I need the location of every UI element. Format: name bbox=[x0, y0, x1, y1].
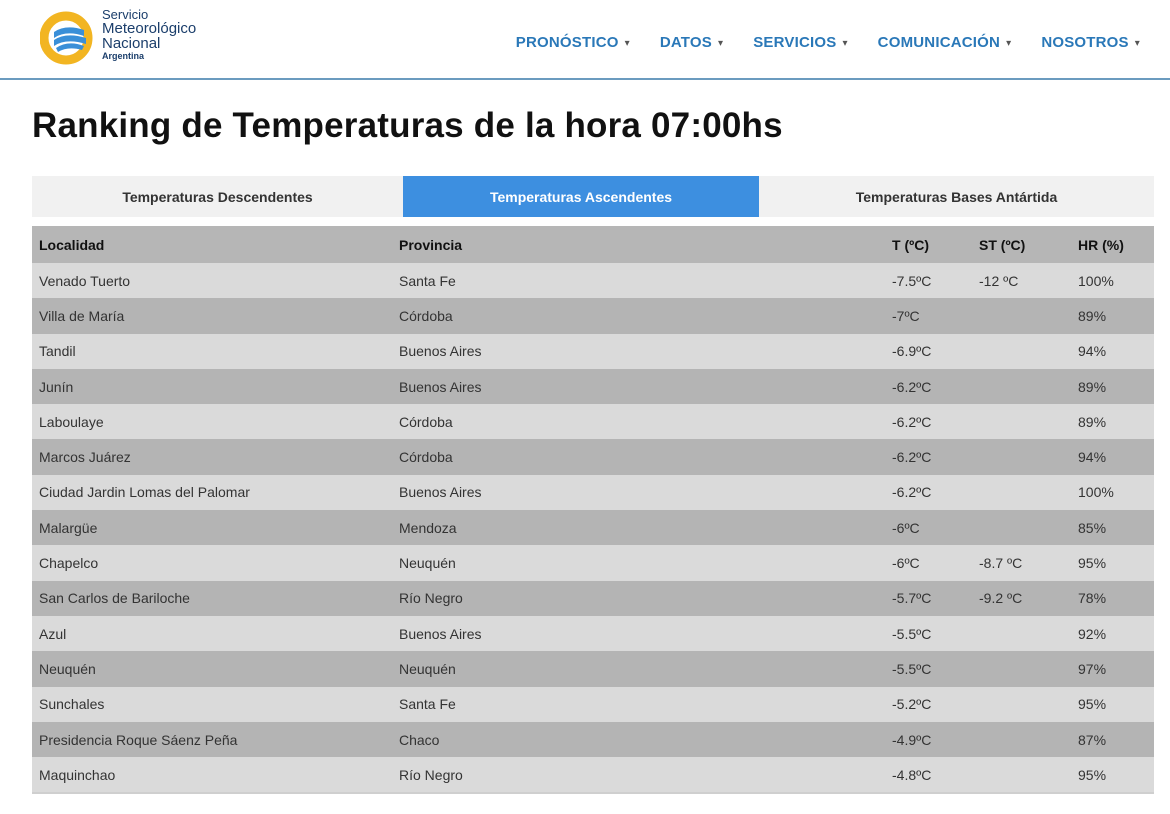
table-row bbox=[32, 439, 1154, 474]
cell-sensacion-termica: -8.7 ºC bbox=[979, 555, 1023, 572]
cell-localidad: Marcos Juárez bbox=[39, 449, 131, 466]
table-row bbox=[32, 687, 1154, 722]
table-row bbox=[32, 404, 1154, 439]
table-row bbox=[32, 581, 1154, 616]
cell-provincia: Buenos Aires bbox=[399, 625, 482, 642]
tab-temperaturas-descendentes[interactable]: Temperaturas Descendentes bbox=[122, 188, 313, 205]
table-row bbox=[32, 298, 1154, 333]
cell-provincia: Chaco bbox=[399, 731, 440, 748]
cell-provincia: Santa Fe bbox=[399, 272, 456, 289]
cell-temperatura: -5.5ºC bbox=[892, 625, 932, 642]
tab-temperaturas-bases-antartida[interactable]: Temperaturas Bases Antártida bbox=[855, 188, 1058, 205]
cell-humedad-relativa: 89% bbox=[1078, 307, 1107, 324]
header-temperatura[interactable]: T (ºC) bbox=[892, 236, 929, 253]
header-humedad-relativa[interactable]: HR (%) bbox=[1078, 236, 1124, 253]
cell-temperatura: -6.2ºC bbox=[892, 484, 932, 501]
cell-temperatura: -4.9ºC bbox=[892, 731, 932, 748]
cell-humedad-relativa: 100% bbox=[1078, 484, 1114, 501]
nav-nosotros[interactable] bbox=[1041, 34, 1140, 51]
cell-provincia: Santa Fe bbox=[399, 696, 456, 713]
site-header bbox=[0, 0, 1170, 80]
caret-down-icon: ▾ bbox=[1006, 37, 1012, 49]
nav-servicios[interactable] bbox=[753, 34, 847, 51]
nav-datos-label: DATOS bbox=[659, 34, 712, 51]
cell-humedad-relativa: 100% bbox=[1078, 272, 1114, 289]
caret-down-icon: ▾ bbox=[1134, 37, 1140, 49]
cell-humedad-relativa: 97% bbox=[1078, 660, 1107, 677]
cell-localidad: Presidencia Roque Sáenz Peña bbox=[39, 731, 238, 748]
table-row bbox=[32, 334, 1154, 369]
cell-temperatura: -4.8ºC bbox=[892, 766, 932, 783]
cell-provincia: Buenos Aires bbox=[399, 378, 482, 395]
cell-localidad: Tandil bbox=[39, 343, 76, 360]
caret-down-icon: ▾ bbox=[717, 37, 724, 49]
cell-localidad: Azul bbox=[39, 625, 67, 642]
cell-temperatura: -5.7ºC bbox=[892, 590, 932, 607]
cell-temperatura: -5.5ºC bbox=[892, 660, 932, 677]
cell-humedad-relativa: 94% bbox=[1078, 449, 1107, 466]
table-row bbox=[32, 616, 1154, 651]
table-row bbox=[32, 651, 1154, 686]
cell-temperatura: -6.9ºC bbox=[892, 343, 932, 360]
cell-temperatura: -7.5ºC bbox=[892, 272, 932, 289]
cell-provincia: Río Negro bbox=[399, 590, 463, 607]
cell-localidad: Ciudad Jardin Lomas del Palomar bbox=[39, 484, 250, 501]
ranking-table bbox=[32, 226, 1154, 794]
cell-temperatura: -6.2ºC bbox=[892, 413, 932, 430]
table-row bbox=[32, 545, 1154, 580]
table-bottom-border bbox=[32, 792, 1154, 794]
cell-temperatura: -6ºC bbox=[892, 519, 920, 536]
table-row bbox=[32, 757, 1154, 792]
cell-humedad-relativa: 85% bbox=[1078, 519, 1107, 536]
caret-down-icon: ▾ bbox=[624, 37, 630, 49]
cell-localidad: Junín bbox=[39, 378, 74, 395]
tab-temperaturas-ascendentes[interactable]: Temperaturas Ascendentes bbox=[403, 176, 759, 217]
cell-localidad: Neuquén bbox=[39, 660, 96, 677]
table-row bbox=[32, 475, 1154, 510]
main-nav bbox=[486, 34, 1140, 51]
cell-provincia: Córdoba bbox=[399, 307, 453, 324]
table-row bbox=[32, 369, 1154, 404]
nav-datos[interactable] bbox=[660, 34, 723, 51]
cell-humedad-relativa: 89% bbox=[1078, 378, 1107, 395]
table-body bbox=[32, 263, 1154, 792]
cell-provincia: Buenos Aires bbox=[399, 343, 482, 360]
smn-logo[interactable] bbox=[40, 7, 197, 66]
cell-localidad: San Carlos de Bariloche bbox=[39, 590, 190, 607]
nav-nosotros-label: NOSOTROS bbox=[1041, 34, 1129, 51]
page-title: Ranking de Temperaturas de la hora 07:00hs bbox=[32, 106, 783, 145]
nav-servicios-label: SERVICIOS bbox=[753, 34, 837, 51]
cell-humedad-relativa: 94% bbox=[1078, 343, 1107, 360]
cell-humedad-relativa: 89% bbox=[1078, 413, 1107, 430]
cell-humedad-relativa: 95% bbox=[1078, 696, 1107, 713]
logo-text bbox=[102, 7, 197, 61]
cell-humedad-relativa: 92% bbox=[1078, 625, 1107, 642]
cell-localidad: Venado Tuerto bbox=[39, 272, 131, 289]
cell-humedad-relativa: 95% bbox=[1078, 766, 1107, 783]
cell-provincia: Córdoba bbox=[399, 449, 453, 466]
logo-line-nacional: Nacional bbox=[102, 35, 161, 52]
table-row bbox=[32, 722, 1154, 757]
cell-humedad-relativa: 78% bbox=[1078, 590, 1107, 607]
cell-provincia: Mendoza bbox=[399, 519, 457, 536]
cell-temperatura: -6ºC bbox=[892, 555, 920, 572]
nav-pronostico[interactable] bbox=[516, 34, 630, 51]
nav-comunicacion[interactable] bbox=[878, 34, 1012, 51]
header-provincia[interactable]: Provincia bbox=[399, 236, 463, 253]
smn-logo-icon bbox=[40, 10, 96, 66]
header-sensacion-termica[interactable]: ST (ºC) bbox=[979, 236, 1026, 253]
cell-provincia: Neuquén bbox=[399, 660, 456, 677]
ranking-tabs bbox=[32, 176, 1154, 217]
cell-temperatura: -6.2ºC bbox=[892, 378, 932, 395]
cell-humedad-relativa: 87% bbox=[1078, 731, 1107, 748]
logo-line-meteorologico: Meteorológico bbox=[102, 20, 197, 37]
cell-localidad: Chapelco bbox=[39, 555, 99, 572]
table-row bbox=[32, 263, 1154, 298]
cell-localidad: Sunchales bbox=[39, 696, 105, 713]
cell-humedad-relativa: 95% bbox=[1078, 555, 1107, 572]
cell-temperatura: -7ºC bbox=[892, 307, 920, 324]
logo-line-argentina: Argentina bbox=[102, 51, 145, 61]
cell-sensacion-termica: -12 ºC bbox=[979, 272, 1019, 289]
cell-temperatura: -6.2ºC bbox=[892, 449, 932, 466]
table-header-row bbox=[32, 226, 1154, 263]
nav-comunicacion-label: COMUNICACIÓN bbox=[877, 34, 1001, 51]
cell-localidad: Laboulaye bbox=[39, 413, 104, 430]
cell-provincia: Buenos Aires bbox=[399, 484, 482, 501]
cell-temperatura: -5.2ºC bbox=[892, 696, 932, 713]
cell-provincia: Córdoba bbox=[399, 413, 453, 430]
cell-localidad: Maquinchao bbox=[39, 766, 116, 783]
cell-provincia: Neuquén bbox=[399, 555, 456, 572]
cell-localidad: Malargüe bbox=[39, 519, 98, 536]
nav-pronostico-label: PRONÓSTICO bbox=[515, 34, 619, 51]
caret-down-icon: ▾ bbox=[842, 37, 848, 49]
table-row bbox=[32, 510, 1154, 545]
logo-line-servicio: Servicio bbox=[102, 7, 149, 22]
header-localidad[interactable]: Localidad bbox=[39, 236, 105, 253]
cell-localidad: Villa de María bbox=[39, 307, 125, 324]
cell-sensacion-termica: -9.2 ºC bbox=[979, 590, 1023, 607]
cell-provincia: Río Negro bbox=[399, 766, 463, 783]
